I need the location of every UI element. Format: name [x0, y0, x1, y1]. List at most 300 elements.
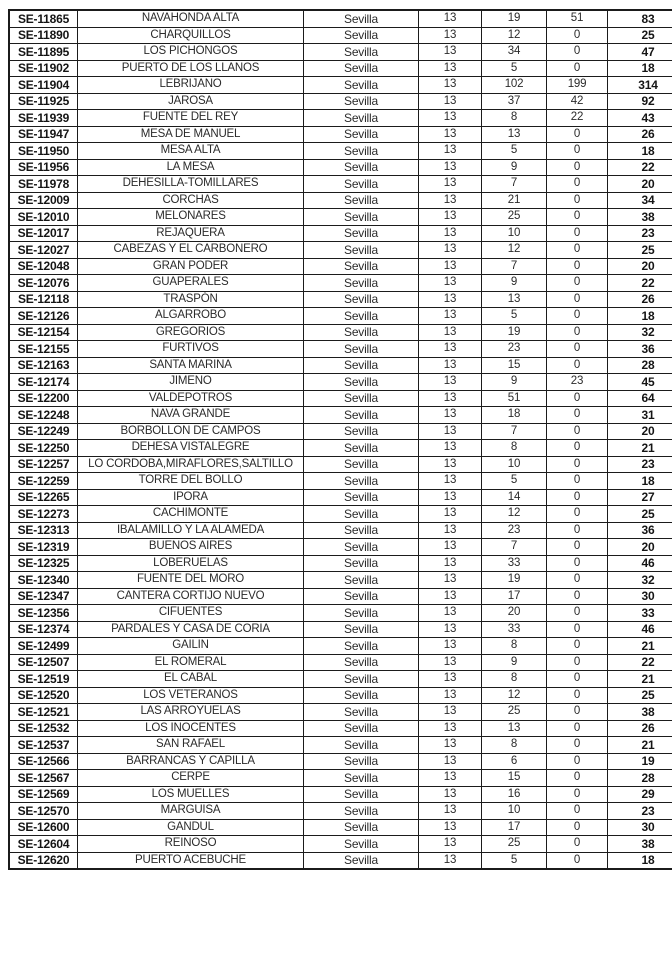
total-cell: 28	[608, 357, 672, 374]
value-3-cell: 0	[547, 572, 608, 589]
table-row	[9, 605, 672, 622]
district-code-cell: SE-12017	[9, 225, 78, 242]
district-code-cell: SE-12250	[9, 440, 78, 457]
value-3-cell: 0	[547, 753, 608, 770]
district-name-cell: TRASPÓN	[78, 291, 304, 308]
province-cell: Sevilla	[304, 671, 419, 688]
province-cell: Sevilla	[304, 209, 419, 226]
province-cell: Sevilla	[304, 456, 419, 473]
value-1-cell: 13	[419, 77, 482, 94]
district-name-cell: DEHESA VISTALEGRE	[78, 440, 304, 457]
district-name-cell: GUAPERALES	[78, 275, 304, 292]
province-cell: Sevilla	[304, 852, 419, 869]
province-cell: Sevilla	[304, 291, 419, 308]
province-cell: Sevilla	[304, 737, 419, 754]
district-name-cell: REINOSO	[78, 836, 304, 853]
total-cell: 32	[608, 324, 672, 341]
value-3-cell: 0	[547, 390, 608, 407]
total-cell: 36	[608, 341, 672, 358]
value-3-cell: 0	[547, 852, 608, 869]
province-cell: Sevilla	[304, 143, 419, 160]
district-code-cell: SE-11956	[9, 159, 78, 176]
district-code-cell: SE-11904	[9, 77, 78, 94]
province-cell: Sevilla	[304, 473, 419, 490]
value-3-cell: 0	[547, 621, 608, 638]
total-cell: 38	[608, 704, 672, 721]
value-1-cell: 13	[419, 341, 482, 358]
value-2-cell: 16	[482, 786, 547, 803]
value-3-cell: 23	[547, 374, 608, 391]
district-code-cell: SE-12567	[9, 770, 78, 787]
value-1-cell: 13	[419, 242, 482, 259]
district-name-cell: SANTA MARINA	[78, 357, 304, 374]
value-2-cell: 5	[482, 60, 547, 77]
value-1-cell: 13	[419, 10, 482, 27]
total-cell: 21	[608, 440, 672, 457]
value-3-cell: 0	[547, 506, 608, 523]
value-2-cell: 15	[482, 770, 547, 787]
value-3-cell: 0	[547, 159, 608, 176]
districts-table	[8, 9, 672, 870]
district-name-cell: GRAN PODER	[78, 258, 304, 275]
value-2-cell: 15	[482, 357, 547, 374]
table-row	[9, 390, 672, 407]
value-1-cell: 13	[419, 852, 482, 869]
value-2-cell: 8	[482, 440, 547, 457]
district-name-cell: CIFUENTES	[78, 605, 304, 622]
district-name-cell: DEHESILLA-TOMILLARES	[78, 176, 304, 193]
value-1-cell: 13	[419, 275, 482, 292]
table-row	[9, 176, 672, 193]
value-2-cell: 19	[482, 10, 547, 27]
district-name-cell: FUENTE DEL MORO	[78, 572, 304, 589]
value-3-cell: 51	[547, 10, 608, 27]
total-cell: 25	[608, 242, 672, 259]
value-3-cell: 0	[547, 539, 608, 556]
total-cell: 27	[608, 489, 672, 506]
district-code-cell: SE-12521	[9, 704, 78, 721]
table-row	[9, 489, 672, 506]
table-row	[9, 803, 672, 820]
district-code-cell: SE-12604	[9, 836, 78, 853]
province-cell: Sevilla	[304, 753, 419, 770]
value-3-cell: 0	[547, 440, 608, 457]
district-code-cell: SE-12154	[9, 324, 78, 341]
value-2-cell: 9	[482, 275, 547, 292]
total-cell: 23	[608, 803, 672, 820]
value-2-cell: 5	[482, 143, 547, 160]
province-cell: Sevilla	[304, 803, 419, 820]
value-3-cell: 0	[547, 44, 608, 61]
district-name-cell: NAVAHONDA ALTA	[78, 10, 304, 27]
province-cell: Sevilla	[304, 374, 419, 391]
table-row	[9, 456, 672, 473]
district-name-cell: CHARQUILLOS	[78, 27, 304, 44]
table-row	[9, 737, 672, 754]
province-cell: Sevilla	[304, 77, 419, 94]
district-name-cell: VALDEPOTROS	[78, 390, 304, 407]
total-cell: 21	[608, 671, 672, 688]
table-row	[9, 10, 672, 27]
province-cell: Sevilla	[304, 555, 419, 572]
table-row	[9, 242, 672, 259]
value-1-cell: 13	[419, 110, 482, 127]
value-3-cell: 22	[547, 110, 608, 127]
value-2-cell: 12	[482, 27, 547, 44]
table-row	[9, 671, 672, 688]
province-cell: Sevilla	[304, 275, 419, 292]
table-row	[9, 291, 672, 308]
total-cell: 20	[608, 258, 672, 275]
district-code-cell: SE-12356	[9, 605, 78, 622]
value-3-cell: 0	[547, 308, 608, 325]
table-row	[9, 225, 672, 242]
total-cell: 26	[608, 291, 672, 308]
table-row	[9, 374, 672, 391]
value-1-cell: 13	[419, 291, 482, 308]
value-2-cell: 7	[482, 423, 547, 440]
value-2-cell: 34	[482, 44, 547, 61]
table-row	[9, 588, 672, 605]
value-3-cell: 0	[547, 324, 608, 341]
table-row	[9, 654, 672, 671]
province-cell: Sevilla	[304, 60, 419, 77]
district-name-cell: MESA DE MANUEL	[78, 126, 304, 143]
value-3-cell: 0	[547, 291, 608, 308]
value-1-cell: 13	[419, 27, 482, 44]
district-code-cell: SE-12076	[9, 275, 78, 292]
value-1-cell: 13	[419, 374, 482, 391]
table-row	[9, 44, 672, 61]
province-cell: Sevilla	[304, 539, 419, 556]
value-2-cell: 19	[482, 324, 547, 341]
total-cell: 20	[608, 423, 672, 440]
district-name-cell: LOBERUELAS	[78, 555, 304, 572]
table-row	[9, 324, 672, 341]
value-1-cell: 13	[419, 638, 482, 655]
table-row	[9, 308, 672, 325]
total-cell: 34	[608, 192, 672, 209]
district-name-cell: GANDUL	[78, 819, 304, 836]
value-1-cell: 13	[419, 621, 482, 638]
value-2-cell: 33	[482, 621, 547, 638]
province-cell: Sevilla	[304, 440, 419, 457]
total-cell: 43	[608, 110, 672, 127]
district-name-cell: PUERTO ACEBUCHE	[78, 852, 304, 869]
province-cell: Sevilla	[304, 506, 419, 523]
value-3-cell: 0	[547, 176, 608, 193]
province-cell: Sevilla	[304, 176, 419, 193]
value-1-cell: 13	[419, 209, 482, 226]
district-code-cell: SE-12273	[9, 506, 78, 523]
table-row	[9, 852, 672, 869]
value-1-cell: 13	[419, 159, 482, 176]
district-code-cell: SE-12537	[9, 737, 78, 754]
value-1-cell: 13	[419, 489, 482, 506]
value-3-cell: 0	[547, 209, 608, 226]
value-2-cell: 13	[482, 291, 547, 308]
value-1-cell: 13	[419, 720, 482, 737]
total-cell: 36	[608, 522, 672, 539]
value-2-cell: 8	[482, 110, 547, 127]
district-name-cell: SAN RAFAEL	[78, 737, 304, 754]
value-2-cell: 20	[482, 605, 547, 622]
table-row	[9, 687, 672, 704]
total-cell: 47	[608, 44, 672, 61]
district-name-cell: MESA ALTA	[78, 143, 304, 160]
table-row	[9, 423, 672, 440]
value-2-cell: 8	[482, 638, 547, 655]
table-row	[9, 440, 672, 457]
table-row	[9, 159, 672, 176]
value-3-cell: 0	[547, 687, 608, 704]
table-row	[9, 506, 672, 523]
value-2-cell: 8	[482, 737, 547, 754]
value-2-cell: 25	[482, 704, 547, 721]
value-2-cell: 33	[482, 555, 547, 572]
district-code-cell: SE-12319	[9, 539, 78, 556]
district-name-cell: FUENTE DEL REY	[78, 110, 304, 127]
value-3-cell: 0	[547, 803, 608, 820]
district-code-cell: SE-12174	[9, 374, 78, 391]
value-3-cell: 0	[547, 192, 608, 209]
value-2-cell: 5	[482, 473, 547, 490]
district-code-cell: SE-11925	[9, 93, 78, 110]
district-name-cell: LA MESA	[78, 159, 304, 176]
province-cell: Sevilla	[304, 308, 419, 325]
total-cell: 45	[608, 374, 672, 391]
province-cell: Sevilla	[304, 357, 419, 374]
total-cell: 25	[608, 506, 672, 523]
value-2-cell: 23	[482, 341, 547, 358]
value-2-cell: 5	[482, 308, 547, 325]
total-cell: 23	[608, 225, 672, 242]
value-3-cell: 0	[547, 357, 608, 374]
value-1-cell: 13	[419, 753, 482, 770]
value-2-cell: 9	[482, 374, 547, 391]
district-code-cell: SE-12532	[9, 720, 78, 737]
value-2-cell: 10	[482, 803, 547, 820]
district-code-cell: SE-12570	[9, 803, 78, 820]
district-name-cell: JAROSA	[78, 93, 304, 110]
table-row	[9, 621, 672, 638]
value-1-cell: 13	[419, 456, 482, 473]
total-cell: 28	[608, 770, 672, 787]
district-code-cell: SE-12519	[9, 671, 78, 688]
table-row	[9, 836, 672, 853]
province-cell: Sevilla	[304, 605, 419, 622]
value-1-cell: 13	[419, 572, 482, 589]
district-name-cell: LEBRIJANO	[78, 77, 304, 94]
district-code-cell: SE-12620	[9, 852, 78, 869]
value-2-cell: 17	[482, 819, 547, 836]
district-code-cell: SE-11978	[9, 176, 78, 193]
district-name-cell: REJAQUERA	[78, 225, 304, 242]
total-cell: 26	[608, 720, 672, 737]
value-2-cell: 23	[482, 522, 547, 539]
province-cell: Sevilla	[304, 423, 419, 440]
value-2-cell: 10	[482, 456, 547, 473]
province-cell: Sevilla	[304, 192, 419, 209]
table-row	[9, 819, 672, 836]
table-body	[9, 10, 672, 869]
province-cell: Sevilla	[304, 27, 419, 44]
value-2-cell: 7	[482, 176, 547, 193]
value-3-cell: 0	[547, 588, 608, 605]
value-2-cell: 18	[482, 407, 547, 424]
value-2-cell: 6	[482, 753, 547, 770]
value-3-cell: 0	[547, 605, 608, 622]
value-1-cell: 13	[419, 506, 482, 523]
total-cell: 64	[608, 390, 672, 407]
value-3-cell: 0	[547, 704, 608, 721]
table-row	[9, 720, 672, 737]
total-cell: 38	[608, 209, 672, 226]
total-cell: 22	[608, 159, 672, 176]
province-cell: Sevilla	[304, 836, 419, 853]
district-code-cell: SE-12569	[9, 786, 78, 803]
value-1-cell: 13	[419, 60, 482, 77]
value-1-cell: 13	[419, 143, 482, 160]
value-1-cell: 13	[419, 786, 482, 803]
district-name-cell: ALGARROBO	[78, 308, 304, 325]
province-cell: Sevilla	[304, 407, 419, 424]
value-1-cell: 13	[419, 308, 482, 325]
district-code-cell: SE-11895	[9, 44, 78, 61]
value-3-cell: 0	[547, 60, 608, 77]
district-name-cell: BARRANCAS Y CAPILLA	[78, 753, 304, 770]
value-1-cell: 13	[419, 440, 482, 457]
district-name-cell: JIMENO	[78, 374, 304, 391]
value-3-cell: 0	[547, 819, 608, 836]
total-cell: 46	[608, 621, 672, 638]
value-2-cell: 13	[482, 720, 547, 737]
value-3-cell: 0	[547, 423, 608, 440]
value-1-cell: 13	[419, 605, 482, 622]
table-row	[9, 407, 672, 424]
district-name-cell: LOS PICHONGOS	[78, 44, 304, 61]
district-name-cell: CERPE	[78, 770, 304, 787]
district-code-cell: SE-12520	[9, 687, 78, 704]
district-name-cell: PUERTO DE LOS LLANOS	[78, 60, 304, 77]
district-name-cell: LOS VETERANOS	[78, 687, 304, 704]
value-3-cell: 0	[547, 836, 608, 853]
value-1-cell: 13	[419, 588, 482, 605]
province-cell: Sevilla	[304, 10, 419, 27]
table-row	[9, 93, 672, 110]
district-code-cell: SE-12027	[9, 242, 78, 259]
value-2-cell: 21	[482, 192, 547, 209]
value-2-cell: 51	[482, 390, 547, 407]
district-code-cell: SE-12010	[9, 209, 78, 226]
value-1-cell: 13	[419, 687, 482, 704]
value-3-cell: 0	[547, 671, 608, 688]
value-2-cell: 12	[482, 687, 547, 704]
district-code-cell: SE-12265	[9, 489, 78, 506]
total-cell: 20	[608, 539, 672, 556]
district-name-cell: IPORA	[78, 489, 304, 506]
province-cell: Sevilla	[304, 110, 419, 127]
district-code-cell: SE-12200	[9, 390, 78, 407]
province-cell: Sevilla	[304, 324, 419, 341]
district-code-cell: SE-12257	[9, 456, 78, 473]
value-3-cell: 199	[547, 77, 608, 94]
total-cell: 31	[608, 407, 672, 424]
value-2-cell: 9	[482, 654, 547, 671]
value-1-cell: 13	[419, 819, 482, 836]
province-cell: Sevilla	[304, 819, 419, 836]
value-3-cell: 0	[547, 126, 608, 143]
value-1-cell: 13	[419, 225, 482, 242]
district-code-cell: SE-12313	[9, 522, 78, 539]
value-3-cell: 0	[547, 654, 608, 671]
value-2-cell: 19	[482, 572, 547, 589]
value-1-cell: 13	[419, 93, 482, 110]
district-name-cell: LO CORDOBA,MIRAFLORES,SALTILLO	[78, 456, 304, 473]
table-row	[9, 258, 672, 275]
value-2-cell: 7	[482, 258, 547, 275]
value-2-cell: 25	[482, 836, 547, 853]
table-row	[9, 572, 672, 589]
table-row	[9, 638, 672, 655]
total-cell: 83	[608, 10, 672, 27]
value-3-cell: 0	[547, 225, 608, 242]
value-2-cell: 25	[482, 209, 547, 226]
province-cell: Sevilla	[304, 654, 419, 671]
total-cell: 32	[608, 572, 672, 589]
province-cell: Sevilla	[304, 126, 419, 143]
province-cell: Sevilla	[304, 704, 419, 721]
table-row	[9, 753, 672, 770]
province-cell: Sevilla	[304, 522, 419, 539]
table-row	[9, 192, 672, 209]
value-2-cell: 13	[482, 126, 547, 143]
district-code-cell: SE-11939	[9, 110, 78, 127]
district-name-cell: GAILIN	[78, 638, 304, 655]
district-code-cell: SE-12600	[9, 819, 78, 836]
total-cell: 30	[608, 588, 672, 605]
total-cell: 18	[608, 473, 672, 490]
district-name-cell: CORCHAS	[78, 192, 304, 209]
value-2-cell: 8	[482, 671, 547, 688]
district-name-cell: MARGUISA	[78, 803, 304, 820]
total-cell: 30	[608, 819, 672, 836]
value-1-cell: 13	[419, 770, 482, 787]
value-1-cell: 13	[419, 555, 482, 572]
value-1-cell: 13	[419, 176, 482, 193]
total-cell: 29	[608, 786, 672, 803]
district-code-cell: SE-12374	[9, 621, 78, 638]
district-name-cell: IBALAMILLO Y LA ALAMEDA	[78, 522, 304, 539]
value-3-cell: 0	[547, 407, 608, 424]
district-code-cell: SE-12499	[9, 638, 78, 655]
value-3-cell: 0	[547, 456, 608, 473]
value-2-cell: 5	[482, 852, 547, 869]
district-name-cell: FURTIVOS	[78, 341, 304, 358]
province-cell: Sevilla	[304, 720, 419, 737]
value-2-cell: 17	[482, 588, 547, 605]
province-cell: Sevilla	[304, 638, 419, 655]
district-name-cell: LOS MUELLES	[78, 786, 304, 803]
district-name-cell: LAS ARROYUELAS	[78, 704, 304, 721]
province-cell: Sevilla	[304, 93, 419, 110]
value-3-cell: 0	[547, 341, 608, 358]
value-1-cell: 13	[419, 836, 482, 853]
province-cell: Sevilla	[304, 44, 419, 61]
value-3-cell: 0	[547, 143, 608, 160]
total-cell: 92	[608, 93, 672, 110]
table-row	[9, 27, 672, 44]
